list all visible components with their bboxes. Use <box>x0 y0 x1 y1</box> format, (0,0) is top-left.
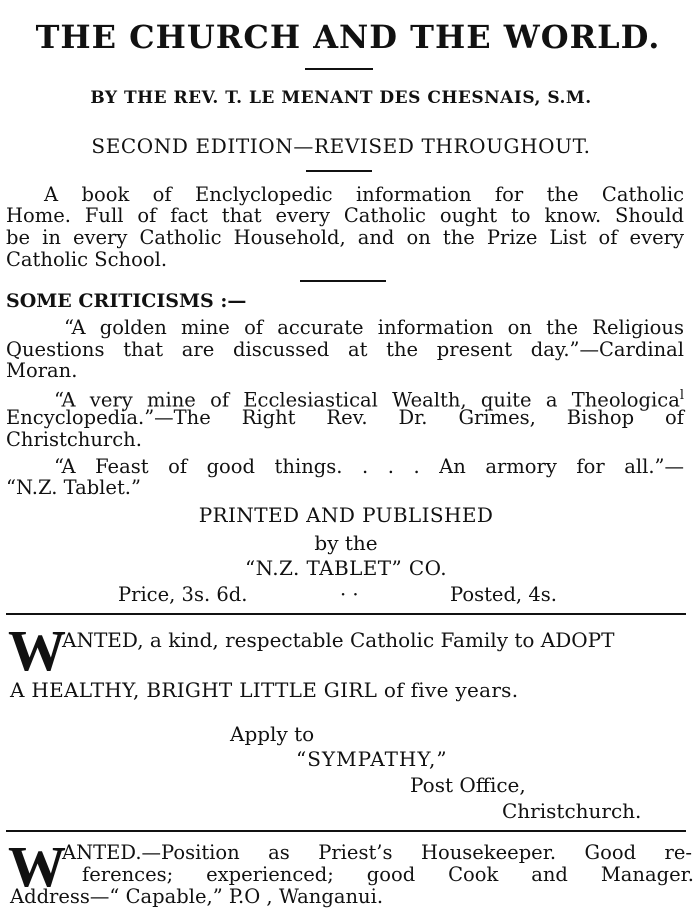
edition-line: SECOND EDITION—REVISED THROUGHOUT. <box>91 134 591 158</box>
section-divider <box>6 830 686 832</box>
drop-cap: W <box>8 618 66 683</box>
quote-line: Moran. <box>6 359 78 382</box>
book-title: THE CHURCH AND THE WORLD. <box>35 18 661 56</box>
housekeeper-line-2: ferences; experienced; good Cook and Manager. <box>82 863 694 886</box>
price-separator: · · <box>340 583 359 606</box>
description-line: A book of Enclyclopedic information for the Catholic <box>44 183 684 206</box>
printed-line: PRINTED AND PUBLISHED <box>198 503 494 527</box>
quote-line: “A very mine of Ecclesiastical Wealth, quite a Theologica$^l$ <box>54 388 684 412</box>
superscript-mark: l <box>679 388 684 403</box>
section-divider <box>6 613 686 615</box>
adopt-line-1: ANTED, a kind, respectable Catholic Family to ADOPT <box>62 628 615 652</box>
quote-line: Christchurch. <box>6 428 142 451</box>
housekeeper-line-3: Address—“ Capable,” P.O , Wanganui. <box>10 885 384 908</box>
quote-line: Questions that are discussed at the present day.”—Cardinal <box>6 338 684 361</box>
description-line: Catholic School. <box>6 248 168 271</box>
description-line: Home. Full of fact that every Catholic ought to know. Should <box>6 204 684 227</box>
quote-line: “A Feast of good things. . . . An armory for all.”— <box>54 455 684 478</box>
divider <box>300 280 386 282</box>
adopt-line-2: A HEALTHY, BRIGHT LITTLE GIRL of five years. <box>10 678 519 702</box>
town-line: Christchurch. <box>502 799 642 823</box>
housekeeper-line-1: ANTED.—Position as Priest’s Housekeeper. Good re- <box>62 841 692 864</box>
sympathy-line: “SYMPATHY,” <box>296 747 448 771</box>
criticisms-heading: SOME CRITICISMS :— <box>6 290 247 312</box>
quote-line: Encyclopedia.”—The Right Rev. Dr. Grimes, Bishop of <box>6 406 684 429</box>
price: Price, 3s. 6d. <box>118 583 248 606</box>
post-office-line: Post Office, <box>410 773 526 797</box>
byline-author: REV. T. LE MENANT DES CHESNAIS, S.M. <box>173 88 592 108</box>
divider <box>305 68 373 70</box>
apply-line: Apply to <box>230 722 315 746</box>
byline <box>0 88 682 108</box>
posted-price: Posted, 4s. <box>450 583 557 606</box>
divider <box>306 170 372 172</box>
quote-line: “N.Z. Tablet.” <box>6 476 141 499</box>
description-line: be in every Catholic Household, and on the Prize List of every <box>6 226 684 249</box>
by-the-line: by the <box>314 531 378 555</box>
quote-line: “A golden mine of accurate information on the Religious <box>64 316 684 339</box>
byline-by-the: BY THE <box>90 88 168 108</box>
drop-cap: W <box>8 834 66 899</box>
publisher-line: “N.Z. TABLET” CO. <box>245 556 447 580</box>
